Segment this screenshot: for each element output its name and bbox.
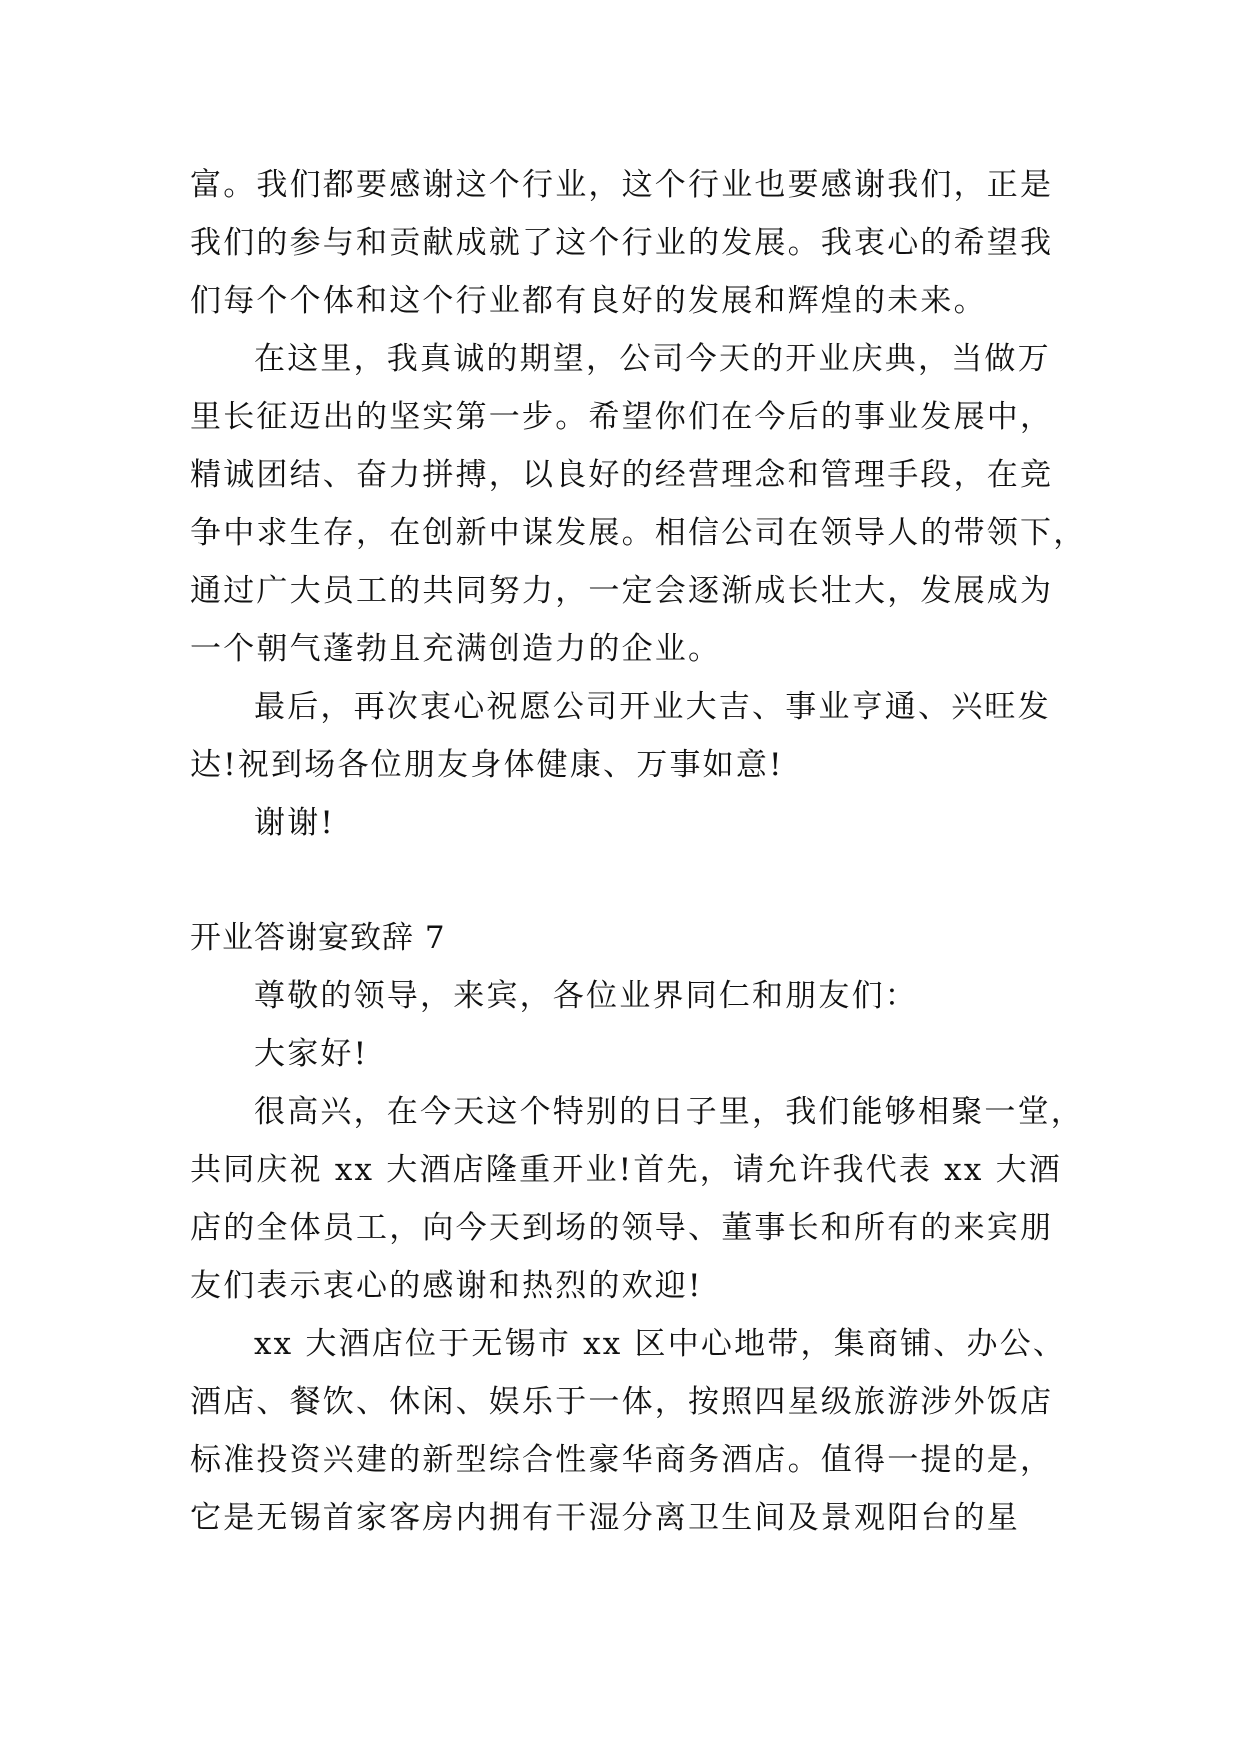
text-line: 它是无锡首家客房内拥有干湿分离卫生间及景观阳台的星 (190, 1500, 1020, 1536)
text-line: 尊敬的领导，来宾，各位业界同仁和朋友们： (254, 978, 918, 1014)
text-line: 店的全体员工，向今天到场的领导、董事长和所有的来宾朋 (190, 1210, 1054, 1246)
text-line: 友们表示衷心的感谢和热烈的欢迎! (190, 1268, 703, 1304)
text-line: 争中求生存，在创新中谋发展。相信公司在领导人的带领下， (190, 515, 1087, 551)
text-line: 谢谢! (254, 805, 336, 841)
text-line: 最后，再次衷心祝愿公司开业大吉、事业亨通、兴旺发 (254, 689, 1051, 725)
text-line: 富。我们都要感谢这个行业，这个行业也要感谢我们，正是 (190, 167, 1054, 203)
text-line: 一个朝气蓬勃且充满创造力的企业。 (190, 631, 722, 667)
text-line: 酒店、餐饮、休闲、娱乐于一体，按照四星级旅游涉外饭店 (190, 1384, 1054, 1420)
text-line: 我们的参与和贡献成就了这个行业的发展。我衷心的希望我 (190, 225, 1054, 261)
text-line: 很高兴，在今天这个特别的日子里，我们能够相聚一堂， (254, 1094, 1084, 1130)
text-line: 标准投资兴建的新型综合性豪华商务酒店。值得一提的是， (190, 1442, 1054, 1478)
text-line: 通过广大员工的共同努力，一定会逐渐成长壮大，发展成为 (190, 573, 1054, 609)
text-line: 达!祝到场各位朋友身体健康、万事如意! (190, 747, 784, 783)
section-heading: 开业答谢宴致辞 7 (190, 920, 446, 956)
text-line: 里长征迈出的坚实第一步。希望你们在今后的事业发展中， (190, 399, 1054, 435)
text-line: xx 大酒店位于无锡市 xx 区中心地带，集商铺、办公、 (254, 1326, 1067, 1362)
text-line: 们每个个体和这个行业都有良好的发展和辉煌的未来。 (190, 283, 987, 319)
text-line: 在这里，我真诚的期望，公司今天的开业庆典，当做万 (254, 341, 1051, 377)
text-line: 精诚团结、奋力拼搏，以良好的经营理念和管理手段，在竞 (190, 457, 1054, 493)
text-line: 大家好! (254, 1036, 369, 1072)
text-line: 共同庆祝 xx 大酒店隆重开业!首先，请允许我代表 xx 大酒 (190, 1152, 1063, 1188)
